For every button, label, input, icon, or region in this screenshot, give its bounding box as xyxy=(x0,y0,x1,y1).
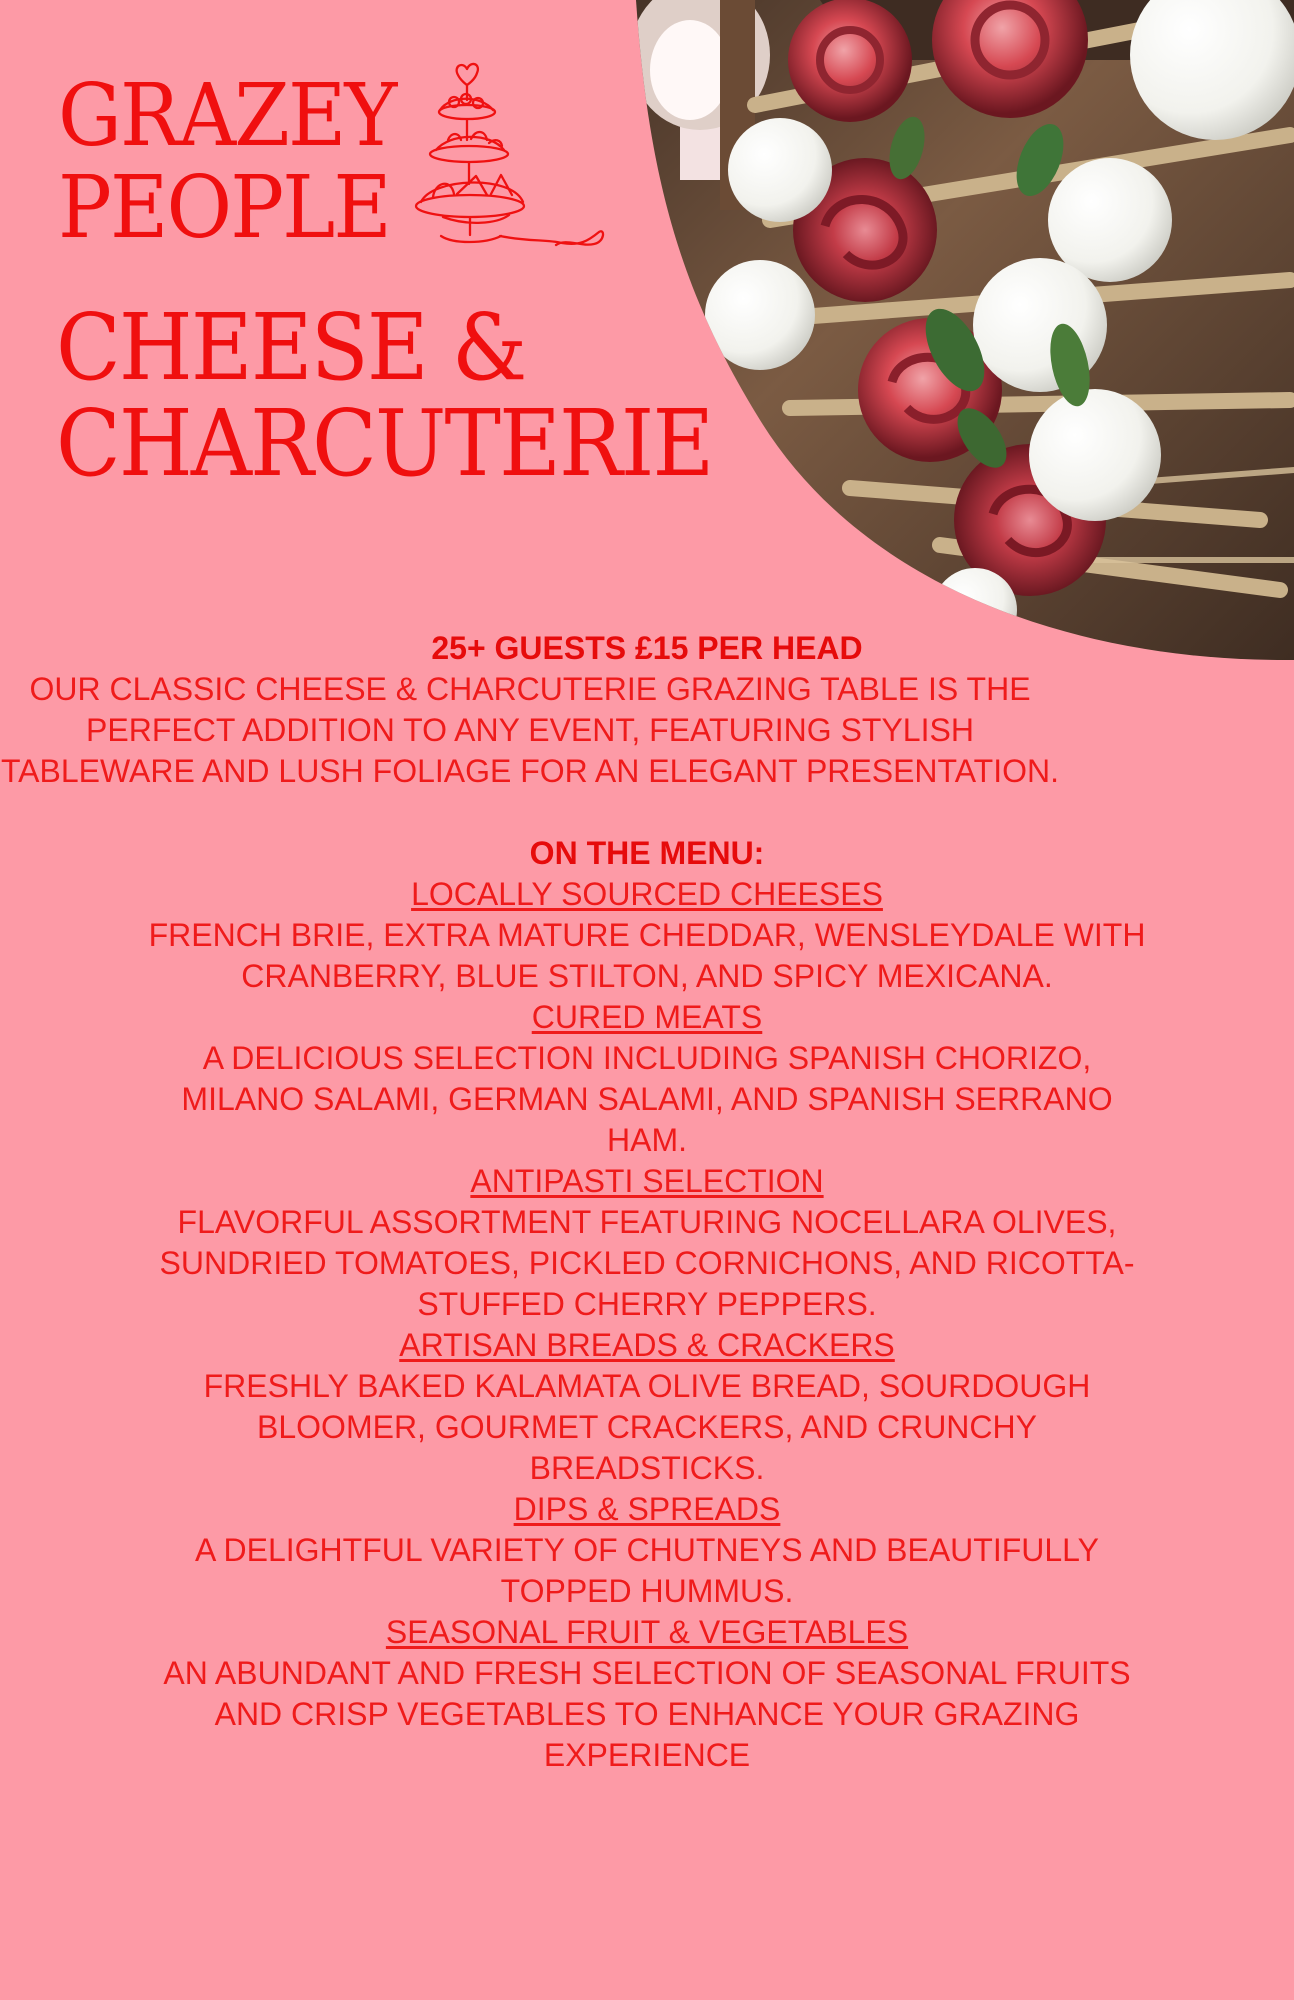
cake-stand-logo-icon xyxy=(405,58,610,278)
title-line-1: CHEESE & xyxy=(56,294,526,401)
menu-content xyxy=(0,628,1294,1776)
title-line-2: CHARCUTERIE xyxy=(56,390,713,497)
section-body-breads: FRESHLY BAKED KALAMATA OLIVE BREAD, SOURDOUGH BLOOMER, GOURMET CRACKERS, AND CRUNCHY BREADSTICKS. xyxy=(203,1368,1091,1486)
section-heading-cheeses: LOCALLY SOURCED CHEESES xyxy=(411,876,883,912)
section-heading-cured-meats: CURED MEATS xyxy=(531,999,763,1035)
brand-line-1: GRAZEY xyxy=(58,66,396,166)
section-heading-dips: DIPS & SPREADS xyxy=(513,1491,781,1527)
section-body-cured-meats: A DELICIOUS SELECTION INCLUDING SPANISH CHORIZO, MILANO SALAMI, GERMAN SALAMI, AND SPANISH SERRANO HAM. xyxy=(181,1040,1113,1158)
section-body-fruit-veg: AN ABUNDANT AND FRESH SELECTION OF SEASONAL FRUITS AND CRISP VEGETABLES TO ENHANCE YOUR GRAZING EXPERIENCE xyxy=(163,1655,1131,1773)
pricing-offer: 25+ GUESTS £15 PER HEAD xyxy=(431,630,863,666)
section-heading-breads: ARTISAN BREADS & CRACKERS xyxy=(399,1327,895,1363)
section-body-cheeses: FRENCH BRIE, EXTRA MATURE CHEDDAR, WENSLEYDALE WITH CRANBERRY, BLUE STILTON, AND SPICY MEXICANA. xyxy=(148,917,1146,994)
menu-title: ON THE MENU: xyxy=(529,835,765,871)
page-title xyxy=(56,294,770,497)
cake-stand-illustration xyxy=(405,58,610,278)
brand-line-2: PEOPLE xyxy=(58,158,390,258)
section-heading-fruit-veg: SEASONAL FRUIT & VEGETABLES xyxy=(385,1614,909,1650)
section-body-antipasti: FLAVORFUL ASSORTMENT FEATURING NOCELLARA OLIVES, SUNDRIED TOMATOES, PICKLED CORNICHONS, AND RICOTTA-STUFFED CHERRY PEPPERS. xyxy=(159,1204,1135,1322)
section-heading-antipasti: ANTIPASTI SELECTION xyxy=(470,1163,824,1199)
intro-paragraph: OUR CLASSIC CHEESE & CHARCUTERIE GRAZING TABLE IS THE PERFECT ADDITION TO ANY EVENT, FEATURING STYLISH TABLEWARE AND LUSH FOLIAGE FOR AN ELEGANT PRESENTATION. xyxy=(1,671,1059,789)
brand-wordmark xyxy=(58,66,421,258)
section-body-dips: A DELIGHTFUL VARIETY OF CHUTNEYS AND BEAUTIFULLY TOPPED HUMMUS. xyxy=(195,1532,1099,1609)
